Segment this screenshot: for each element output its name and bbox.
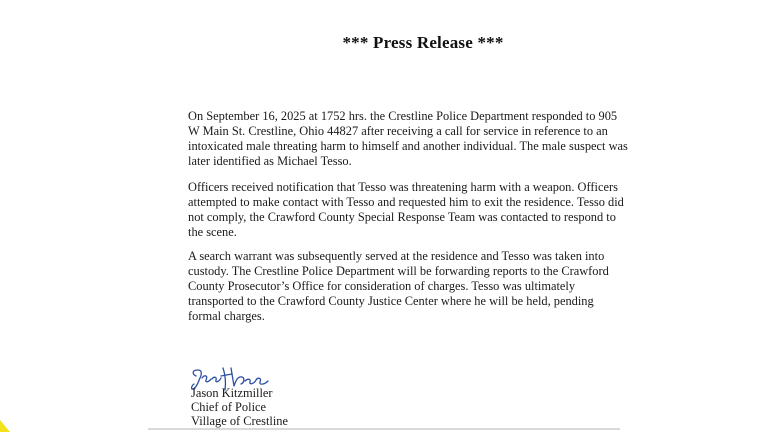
page-bottom-divider	[148, 428, 620, 430]
paragraph-incident	[188, 109, 628, 169]
paragraph-text: A search warrant was subsequently served at the residence and Tesso was taken into custody. The Crestline Police Department will be forwarding reports to the Crawford County Prosecutor’s Office for consideration of charges. Tesso was ultimately transported to the Crawford County Justice Center where he will be held, pending formal charges.	[188, 249, 609, 323]
paragraph-outcome	[188, 249, 628, 324]
signatory-organization: Village of Crestline	[191, 414, 288, 428]
signatory-title: Chief of Police	[191, 400, 267, 414]
paragraph-text: Officers received notification that Tesso was threatening harm with a weapon. Officers attempted to make contact with Tesso and requested him to exit the residence. Tesso did not comply, the Crawford County Special Response Team was contacted to respond to the scene.	[188, 180, 624, 239]
paragraph-response	[188, 180, 628, 240]
press-release-title: *** Press Release ***	[342, 33, 504, 52]
signatory-name: Jason Kitzmiller	[191, 386, 273, 400]
signatory-lines	[191, 386, 288, 428]
paragraph-text: On September 16, 2025 at 1752 hrs. the Crestline Police Department responded to 905 W Main St. Crestline, Ohio 44827 after receiving a call for service in reference to an intoxicated male threating harm to himself and another individual. The male suspect was later identified as Michael Tesso.	[188, 109, 628, 168]
corner-marker	[0, 420, 10, 432]
